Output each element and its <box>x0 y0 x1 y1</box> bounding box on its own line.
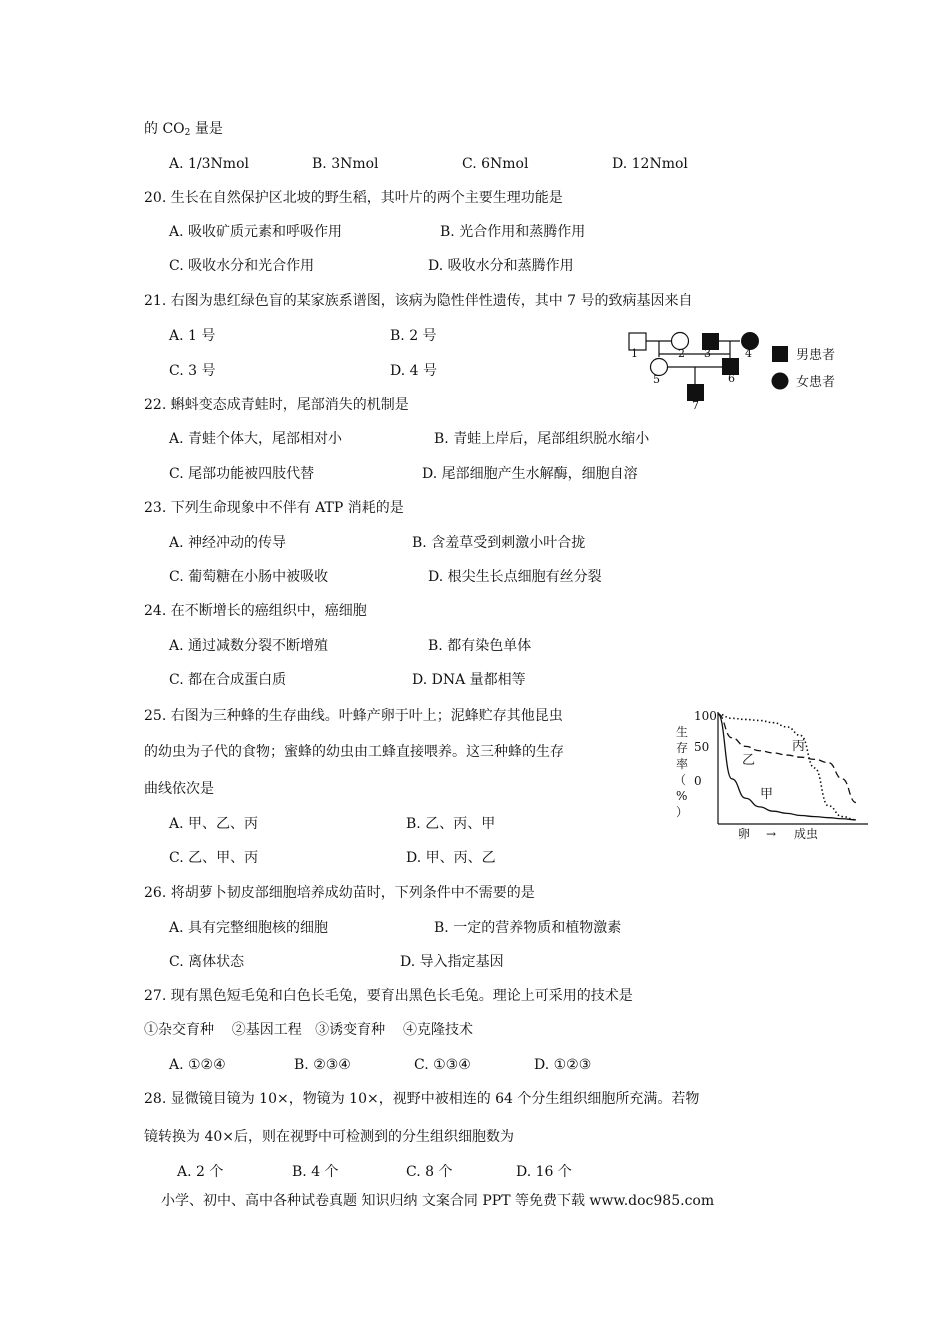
q25-option-b: B. 乙、丙、甲 <box>406 816 496 832</box>
y-tick-0: 0 <box>694 774 702 788</box>
q26-option-b: B. 一定的营养物质和植物激素 <box>434 920 622 936</box>
y-tick-100: 100 <box>694 709 717 723</box>
q21-option-a: A. 1 号 <box>169 328 216 344</box>
series-label-2: 乙 <box>742 753 756 768</box>
y-label-char-5: % <box>676 789 688 803</box>
q27-option-d: D. ①②③ <box>534 1057 592 1073</box>
q25-option-c: C. 乙、甲、丙 <box>169 850 259 866</box>
pedigree-label-7: 7 <box>692 399 699 412</box>
legend-female-label: 女患者 <box>796 375 836 390</box>
q25-option-a: A. 甲、乙、丙 <box>169 816 259 832</box>
q26-option-a: A. 具有完整细胞核的细胞 <box>169 920 329 936</box>
q19-option-a: A. 1/3Nmol <box>169 156 249 172</box>
pedigree-label-2: 2 <box>678 347 685 360</box>
q20-option-a: A. 吸收矿质元素和呼吸作用 <box>169 224 343 240</box>
q21-stem: 21. 右图为患红绿色盲的某家族系谱图，该病为隐性伴性遗传，其中 7 号的致病基因来自 <box>144 293 693 309</box>
q26-stem: 26. 将胡萝卜韧皮部细胞培养成幼苗时，下列条件中不需要的是 <box>144 885 535 901</box>
q23-option-c: C. 葡萄糖在小肠中被吸收 <box>169 569 329 585</box>
pedigree-label-3: 3 <box>704 347 711 360</box>
q21-option-c: C. 3 号 <box>169 363 216 379</box>
q19-option-b: B. 3Nmol <box>312 156 379 172</box>
x-label-start: 卵 <box>738 827 751 841</box>
y-label-char-1: 生 <box>676 725 689 739</box>
q23-option-a: A. 神经冲动的传导 <box>169 535 287 551</box>
q20-option-b: B. 光合作用和蒸腾作用 <box>440 224 586 240</box>
q25-stem-line-1: 25. 右图为三种蜂的生存曲线。叶蜂产卵于叶上；泥蜂贮存其他昆虫 <box>144 708 563 724</box>
q22-option-b: B. 青蛙上岸后，尾部组织脱水缩小 <box>434 431 650 447</box>
q28-stem-line-2: 镜转换为 40×后，则在视野中可检测到的分生组织细胞数为 <box>144 1129 514 1145</box>
legend-female-symbol <box>772 373 789 390</box>
x-label-arrow: → <box>766 827 777 841</box>
y-label-char-2: 存 <box>676 741 689 755</box>
q27-option-c: C. ①③④ <box>414 1057 471 1073</box>
q22-option-a: A. 青蛙个体大，尾部相对小 <box>169 431 343 447</box>
page-footer: 小学、初中、高中各种试卷真题 知识归纳 文案合同 PPT 等免费下载 www.doc985.com <box>161 1193 715 1209</box>
q24-option-b: B. 都有染色单体 <box>428 638 532 654</box>
q21-option-d: D. 4 号 <box>390 363 437 379</box>
q26-option-c: C. 离体状态 <box>169 954 245 970</box>
q23-option-d: D. 根尖生长点细胞有丝分裂 <box>428 569 602 585</box>
q24-stem: 24. 在不断增长的癌组织中，癌细胞 <box>144 603 367 619</box>
q25-option-d: D. 甲、丙、乙 <box>406 850 496 866</box>
series-line-1 <box>718 714 856 820</box>
q23-option-b: B. 含羞草受到刺激小叶合拢 <box>412 535 586 551</box>
series-line-3 <box>718 714 856 820</box>
q28-option-b: B. 4 个 <box>292 1164 339 1180</box>
q27-option-b: B. ②③④ <box>294 1057 351 1073</box>
q27-items: ①杂交育种 ②基因工程 ③诱变育种 ④克隆技术 <box>144 1022 473 1038</box>
q26-option-d: D. 导入指定基因 <box>400 954 504 970</box>
pedigree-diagram <box>620 325 850 415</box>
q27-stem: 27. 现有黑色短毛兔和白色长毛兔，要育出黑色长毛兔。理论上可采用的技术是 <box>144 988 633 1004</box>
q25-stem-line-2: 的幼虫为子代的食物；蜜蜂的幼虫由工蜂直接喂养。这三种蜂的生存 <box>144 744 564 760</box>
q20-option-d: D. 吸收水分和蒸腾作用 <box>428 258 574 274</box>
q24-option-d: D. DNA 量都相等 <box>412 672 526 688</box>
pedigree-label-4: 4 <box>745 347 752 360</box>
q28-option-c: C. 8 个 <box>406 1164 453 1180</box>
series-label-1: 甲 <box>760 787 774 802</box>
pedigree-label-1: 1 <box>631 347 638 360</box>
legend-male-symbol <box>772 346 788 362</box>
q22-stem: 22. 蝌蚪变态成青蛙时，尾部消失的机制是 <box>144 397 409 413</box>
q28-stem-line-1: 28. 显微镜目镜为 10×，物镜为 10×，视野中被相连的 64 个分生组织细胞所充满。若物 <box>144 1091 700 1107</box>
q24-option-c: C. 都在合成蛋白质 <box>169 672 287 688</box>
pedigree-label-6: 6 <box>728 372 735 385</box>
y-label-char-3: 率 <box>676 757 689 771</box>
q28-option-a: A. 2 个 <box>177 1164 224 1180</box>
y-label-char-4: （ <box>674 773 687 787</box>
q22-option-c: C. 尾部功能被四肢代替 <box>169 466 315 482</box>
q20-stem: 20. 生长在自然保护区北坡的野生稻，其叶片的两个主要生理功能是 <box>144 190 563 206</box>
legend-male-label: 男患者 <box>796 348 836 363</box>
q19-stem: 的 $CO_2$ 量是 <box>144 121 223 138</box>
pedigree-label-5: 5 <box>653 373 660 386</box>
q21-option-b: B. 2 号 <box>390 328 437 344</box>
q20-option-c: C. 吸收水分和光合作用 <box>169 258 315 274</box>
q28-option-d: D. 16 个 <box>516 1164 572 1180</box>
q19-option-c: C. 6Nmol <box>462 156 529 172</box>
series-label-3: 丙 <box>792 739 806 754</box>
q27-option-a: A. ①②④ <box>169 1057 226 1073</box>
q23-stem: 23. 下列生命现象中不伴有 ATP 消耗的是 <box>144 500 404 516</box>
survival-curve-chart <box>670 704 875 844</box>
y-label-char-6: ） <box>676 805 689 819</box>
x-label-end: 成虫 <box>794 827 819 841</box>
q25-stem-line-3: 曲线依次是 <box>144 781 214 797</box>
q24-option-a: A. 通过减数分裂不断增殖 <box>169 638 329 654</box>
q22-option-d: D. 尾部细胞产生水解酶，细胞自溶 <box>422 466 638 482</box>
q19-option-d: D. 12Nmol <box>612 156 688 172</box>
y-tick-50: 50 <box>694 740 710 754</box>
